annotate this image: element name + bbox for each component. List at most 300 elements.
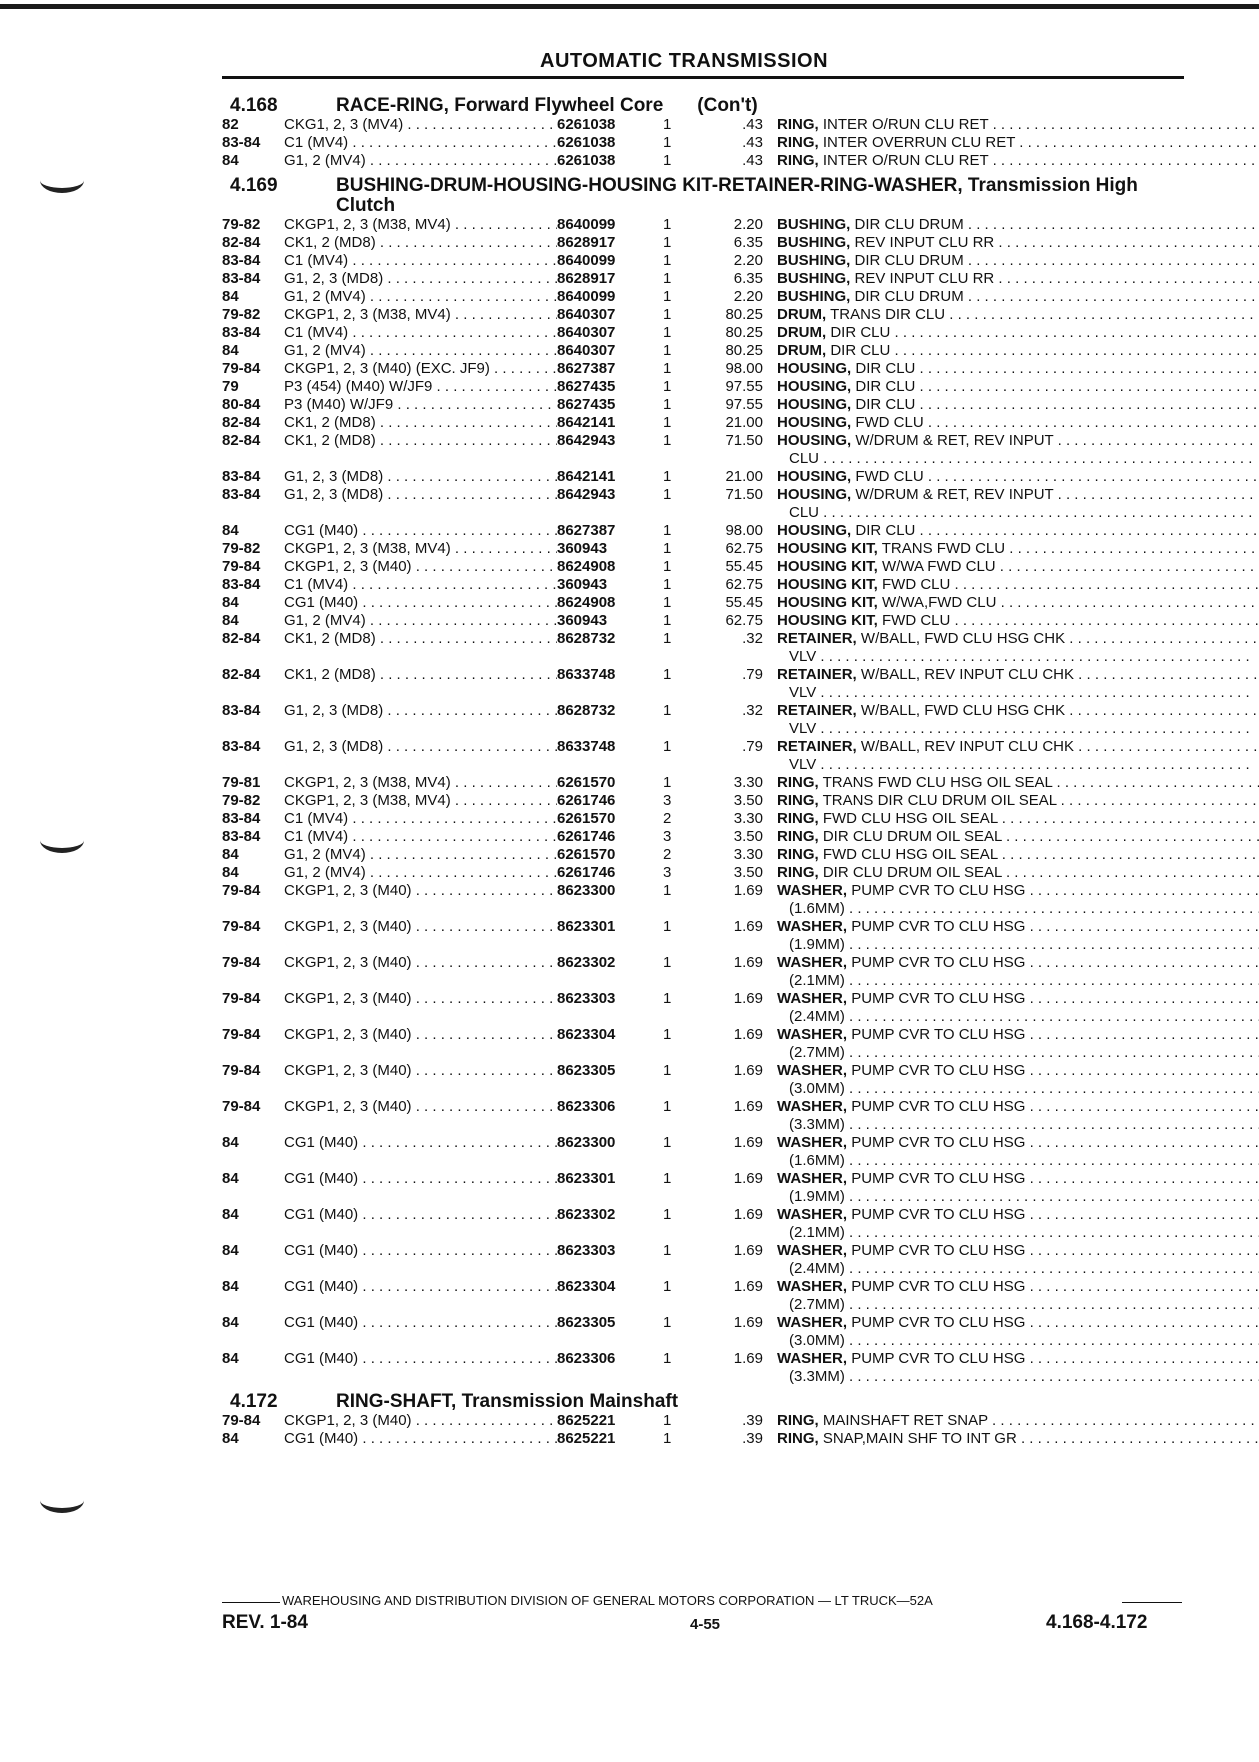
part-number-cell: 8623304	[557, 1278, 616, 1295]
description-name: WASHER,	[777, 1206, 848, 1223]
model-cell: C1 (MV4) . . .	[284, 324, 557, 342]
description-line	[777, 360, 1259, 378]
year-cell: 84	[222, 522, 239, 539]
table-row	[222, 594, 1182, 612]
model-cell: CKGP1, 2, 3 (M38, MV4) . . .	[284, 216, 557, 234]
year-cell: 83-84	[222, 468, 261, 485]
model-cell: CG1 (M40) . . .	[284, 1206, 557, 1224]
description-continuation: (2.7MM) . . .	[777, 1296, 1259, 1314]
table-row	[222, 738, 1182, 774]
quantity-cell: 1	[663, 738, 672, 755]
description-cell	[763, 774, 1259, 792]
part-number-cell: 8623306	[557, 1350, 616, 1367]
year-cell: 84	[222, 846, 239, 863]
description-continuation: (2.4MM) . . .	[777, 1260, 1259, 1278]
model-cell: CG1 (M40) . . .	[284, 594, 557, 612]
model-cell: G1, 2 (MV4) . . .	[284, 846, 557, 864]
model-cell: CKGP1, 2, 3 (M40) . . .	[284, 990, 557, 1008]
parts-listing	[222, 90, 1182, 1448]
price-cell: 1.69	[733, 1170, 763, 1187]
price-cell: .39	[742, 1430, 763, 1447]
model-cell: CKGP1, 2, 3 (M40) . . .	[284, 1098, 557, 1116]
year-cell: 79-84	[222, 1412, 261, 1429]
description-text: PUMP CVR TO CLU HSG	[851, 954, 1026, 971]
year-cell: 84	[222, 864, 239, 881]
part-number-cell: 6261570	[557, 810, 616, 827]
part-number-cell: 8623300	[557, 1134, 616, 1151]
part-number-cell: 8628917	[557, 270, 616, 287]
description-name: HOUSING,	[777, 486, 852, 503]
description-cell	[763, 432, 1259, 468]
table-row	[222, 810, 1182, 828]
description-text: PUMP CVR TO CLU HSG	[851, 1134, 1026, 1151]
description-name: WASHER,	[777, 1098, 848, 1115]
model-cell: CK1, 2 (MD8) . . .	[284, 630, 557, 648]
part-number-cell: 8628732	[557, 630, 616, 647]
quantity-cell: 1	[663, 522, 672, 539]
price-cell: .39	[742, 1412, 763, 1429]
quantity-cell: 1	[663, 1350, 672, 1367]
price-cell: .32	[742, 630, 763, 647]
description-continuation: VLV . . .	[777, 720, 1259, 738]
description-name: WASHER,	[777, 1134, 848, 1151]
description-line	[777, 396, 1259, 414]
description-name: RING,	[777, 1430, 819, 1447]
description-name: HOUSING,	[777, 414, 852, 431]
section-number: 4.168	[230, 95, 278, 116]
year-cell: 83-84	[222, 134, 261, 151]
description-cell	[763, 1314, 1259, 1350]
model-cell: CG1 (M40) . . .	[284, 1278, 557, 1296]
price-cell: 55.45	[725, 594, 763, 611]
price-cell: 80.25	[725, 342, 763, 359]
description-line	[777, 774, 1259, 792]
description-text: W/WA FWD CLU	[882, 558, 996, 575]
year-cell: 79-82	[222, 540, 261, 557]
quantity-cell: 1	[663, 918, 672, 935]
description-line	[777, 270, 1259, 288]
section-heading	[222, 176, 1182, 216]
description-continuation: (3.3MM) . . .	[777, 1368, 1259, 1386]
description-name: RETAINER,	[777, 666, 857, 683]
description-cell	[763, 522, 1259, 540]
model-cell: CG1 (M40) . . .	[284, 1170, 557, 1188]
description-name: HOUSING,	[777, 522, 852, 539]
description-cell	[763, 1412, 1259, 1430]
model-cell: CKGP1, 2, 3 (M40) (EXC. JF9) . . .	[284, 360, 557, 378]
description-text: FWD CLU	[882, 576, 951, 593]
description-name: HOUSING,	[777, 378, 852, 395]
price-cell: 2.20	[733, 252, 763, 269]
year-cell: 82-84	[222, 666, 261, 683]
description-text: PUMP CVR TO CLU HSG	[851, 1242, 1026, 1259]
year-cell: 82-84	[222, 630, 261, 647]
section-title: BUSHING-DRUM-HOUSING-HOUSING KIT-RETAINER-RING-WASHER, Transmission High Clutch	[336, 175, 1138, 216]
quantity-cell: 1	[663, 432, 672, 449]
table-row	[222, 378, 1182, 396]
model-cell: CKGP1, 2, 3 (M40) . . .	[284, 918, 557, 936]
table-row	[222, 558, 1182, 576]
year-cell: 80-84	[222, 396, 261, 413]
part-number-cell: 6261570	[557, 846, 616, 863]
model-cell: G1, 2 (MV4) . . .	[284, 152, 557, 170]
part-number-cell: 6261038	[557, 134, 616, 151]
description-cell	[763, 1242, 1259, 1278]
description-line	[777, 216, 1259, 234]
table-row	[222, 270, 1182, 288]
description-line	[777, 630, 1259, 648]
description-text: PUMP CVR TO CLU HSG	[851, 1062, 1026, 1079]
model-cell: G1, 2, 3 (MD8) . . .	[284, 486, 557, 504]
price-cell: .43	[742, 134, 763, 151]
description-cell	[763, 234, 1259, 252]
description-name: WASHER,	[777, 990, 848, 1007]
description-name: RING,	[777, 1412, 819, 1429]
part-number-cell: 8642943	[557, 486, 616, 503]
year-cell: 83-84	[222, 486, 261, 503]
description-line	[777, 1278, 1259, 1296]
description-text: DIR CLU	[855, 378, 916, 395]
part-number-cell: 8623303	[557, 1242, 616, 1259]
price-cell: 21.00	[725, 414, 763, 431]
quantity-cell: 1	[663, 1170, 672, 1187]
part-number-cell: 6261746	[557, 864, 616, 881]
price-cell: 21.00	[725, 468, 763, 485]
part-number-cell: 8628732	[557, 702, 616, 719]
quantity-cell: 1	[663, 378, 672, 395]
table-row	[222, 540, 1182, 558]
year-cell: 84	[222, 1170, 239, 1187]
description-name: RETAINER,	[777, 630, 857, 647]
description-cell	[763, 270, 1259, 288]
model-cell: P3 (M40) W/JF9 . . .	[284, 396, 557, 414]
description-continuation: (2.1MM) . . .	[777, 972, 1259, 990]
description-cell	[763, 1134, 1259, 1170]
model-cell: CG1 (M40) . . .	[284, 1242, 557, 1260]
description-text: TRANS DIR CLU	[830, 306, 946, 323]
quantity-cell: 1	[663, 630, 672, 647]
year-cell: 79-82	[222, 306, 261, 323]
quantity-cell: 1	[663, 1242, 672, 1259]
description-name: RING,	[777, 134, 819, 151]
description-line	[777, 990, 1259, 1008]
description-name: BUSHING,	[777, 288, 851, 305]
description-text: TRANS FWD CLU HSG OIL SEAL	[822, 774, 1053, 791]
description-line	[777, 378, 1259, 396]
year-cell: 79	[222, 378, 239, 395]
price-cell: 55.45	[725, 558, 763, 575]
quantity-cell: 1	[663, 396, 672, 413]
description-line	[777, 1314, 1259, 1332]
description-line	[777, 918, 1259, 936]
quantity-cell: 1	[663, 612, 672, 629]
table-row	[222, 414, 1182, 432]
model-cell: CG1 (M40) . . .	[284, 1314, 557, 1332]
quantity-cell: 3	[663, 864, 672, 881]
price-cell: 1.69	[733, 990, 763, 1007]
header-rule	[222, 76, 1184, 79]
description-cell	[763, 918, 1259, 954]
description-name: WASHER,	[777, 1314, 848, 1331]
part-number-cell: 6261038	[557, 152, 616, 169]
description-cell	[763, 792, 1259, 810]
description-name: HOUSING,	[777, 468, 852, 485]
description-cell	[763, 612, 1259, 630]
quantity-cell: 1	[663, 134, 672, 151]
table-row	[222, 630, 1182, 666]
description-line	[777, 882, 1259, 900]
description-text: PUMP CVR TO CLU HSG	[851, 1206, 1026, 1223]
description-line	[777, 342, 1259, 360]
description-name: RING,	[777, 152, 819, 169]
page-header: AUTOMATIC TRANSMISSION	[540, 50, 829, 72]
part-number-cell: 8625221	[557, 1430, 616, 1447]
section-number: 4.169	[230, 175, 278, 196]
year-cell: 83-84	[222, 324, 261, 341]
price-cell: 2.20	[733, 288, 763, 305]
description-line	[777, 792, 1259, 810]
description-continuation: VLV . . .	[777, 684, 1259, 702]
part-number-cell: 8640307	[557, 342, 616, 359]
part-number-cell: 8627435	[557, 378, 616, 395]
table-row	[222, 1412, 1182, 1430]
table-row	[222, 306, 1182, 324]
description-text: W/BALL, FWD CLU HSG CHK	[860, 702, 1066, 719]
price-cell: 98.00	[725, 360, 763, 377]
year-cell: 82	[222, 116, 239, 133]
price-cell: .79	[742, 666, 763, 683]
description-cell	[763, 468, 1259, 486]
description-name: HOUSING,	[777, 396, 852, 413]
description-text: DIR CLU	[855, 396, 916, 413]
description-cell	[763, 342, 1259, 360]
table-row	[222, 792, 1182, 810]
quantity-cell: 1	[663, 216, 672, 233]
model-cell: P3 (454) (M40) W/JF9 . . .	[284, 378, 557, 396]
description-cell	[763, 360, 1259, 378]
price-cell: 1.69	[733, 1206, 763, 1223]
description-cell	[763, 594, 1259, 612]
table-row	[222, 1206, 1182, 1242]
price-cell: 98.00	[725, 522, 763, 539]
price-cell: .43	[742, 116, 763, 133]
model-cell: G1, 2 (MV4) . . .	[284, 864, 557, 882]
description-cell	[763, 666, 1259, 702]
description-continuation: (2.7MM) . . .	[777, 1044, 1259, 1062]
section	[222, 96, 1182, 170]
section-range: 4.168-4.172	[1046, 1612, 1148, 1633]
table-row	[222, 882, 1182, 918]
price-cell: 62.75	[725, 540, 763, 557]
description-name: RING,	[777, 774, 819, 791]
description-line	[777, 576, 1259, 594]
table-row	[222, 954, 1182, 990]
year-cell: 79-82	[222, 216, 261, 233]
table-row	[222, 774, 1182, 792]
table-row	[222, 1430, 1182, 1448]
description-name: RING,	[777, 810, 819, 827]
description-name: DRUM,	[777, 324, 827, 341]
model-cell: CG1 (M40) . . .	[284, 1430, 557, 1448]
price-cell: 1.69	[733, 1350, 763, 1367]
table-row	[222, 702, 1182, 738]
quantity-cell: 1	[663, 342, 672, 359]
model-cell: CKGP1, 2, 3 (M40) . . .	[284, 1062, 557, 1080]
quantity-cell: 1	[663, 1314, 672, 1331]
description-text: INTER O/RUN CLU RET	[822, 116, 989, 133]
table-row	[222, 1278, 1182, 1314]
description-cell	[763, 1350, 1259, 1386]
description-text: DIR CLU DRUM	[854, 216, 964, 233]
quantity-cell: 2	[663, 810, 672, 827]
model-cell: C1 (MV4) . . .	[284, 576, 557, 594]
table-row	[222, 1134, 1182, 1170]
year-cell: 84	[222, 342, 239, 359]
model-cell: CK1, 2 (MD8) . . .	[284, 666, 557, 684]
model-cell: CKGP1, 2, 3 (M38, MV4) . . .	[284, 306, 557, 324]
description-text: DIR CLU	[830, 324, 891, 341]
table-row	[222, 1170, 1182, 1206]
description-cell	[763, 288, 1259, 306]
table-row	[222, 1242, 1182, 1278]
description-line	[777, 864, 1259, 882]
model-cell: G1, 2, 3 (MD8) . . .	[284, 738, 557, 756]
description-text: INTER O/RUN CLU RET	[822, 152, 989, 169]
description-line	[777, 432, 1259, 450]
description-cell	[763, 116, 1259, 134]
part-number-cell: 8627387	[557, 360, 616, 377]
price-cell: 1.69	[733, 1278, 763, 1295]
table-row	[222, 360, 1182, 378]
price-cell: 97.55	[725, 378, 763, 395]
price-cell: 80.25	[725, 324, 763, 341]
quantity-cell: 1	[663, 666, 672, 683]
description-text: PUMP CVR TO CLU HSG	[851, 1098, 1026, 1115]
description-line	[777, 134, 1259, 152]
year-cell: 83-84	[222, 738, 261, 755]
quantity-cell: 1	[663, 1278, 672, 1295]
year-cell: 82-84	[222, 432, 261, 449]
description-text: FWD CLU	[855, 414, 924, 431]
quantity-cell: 1	[663, 1062, 672, 1079]
model-cell: CKGP1, 2, 3 (M38, MV4) . . .	[284, 540, 557, 558]
quantity-cell: 1	[663, 306, 672, 323]
price-cell: 3.30	[733, 810, 763, 827]
description-line	[777, 828, 1259, 846]
model-cell: CG1 (M40) . . .	[284, 1350, 557, 1368]
description-line	[777, 738, 1259, 756]
description-line	[777, 810, 1259, 828]
part-number-cell: 8623304	[557, 1026, 616, 1043]
table-row	[222, 116, 1182, 134]
quantity-cell: 1	[663, 234, 672, 251]
table-row	[222, 522, 1182, 540]
description-name: HOUSING KIT,	[777, 576, 878, 593]
description-name: RING,	[777, 846, 819, 863]
part-number-cell: 8623302	[557, 1206, 616, 1223]
description-text: DIR CLU	[855, 360, 916, 377]
description-continuation: (2.1MM) . . .	[777, 1224, 1259, 1242]
quantity-cell: 1	[663, 954, 672, 971]
quantity-cell: 1	[663, 594, 672, 611]
description-line	[777, 1098, 1259, 1116]
description-line	[777, 666, 1259, 684]
part-number-cell: 8623305	[557, 1062, 616, 1079]
part-number-cell: 360943	[557, 540, 608, 557]
model-cell: CG1 (M40) . . .	[284, 522, 557, 540]
description-cell	[763, 864, 1259, 882]
year-cell: 84	[222, 1206, 239, 1223]
model-cell: G1, 2, 3 (MD8) . . .	[284, 468, 557, 486]
quantity-cell: 1	[663, 1430, 672, 1447]
description-cell	[763, 1206, 1259, 1242]
price-cell: 1.69	[733, 1098, 763, 1115]
description-text: FWD CLU HSG OIL SEAL	[822, 846, 998, 863]
part-number-cell: 8624908	[557, 594, 616, 611]
description-continuation: (1.6MM) . . .	[777, 1152, 1259, 1170]
description-name: WASHER,	[777, 1242, 848, 1259]
description-name: HOUSING KIT,	[777, 594, 878, 611]
binder-hole-mark	[40, 168, 84, 193]
description-name: BUSHING,	[777, 252, 851, 269]
footer-rule-left	[222, 1602, 280, 1603]
quantity-cell: 1	[663, 1412, 672, 1429]
description-text: PUMP CVR TO CLU HSG	[851, 1314, 1026, 1331]
section-title: RACE-RING, Forward Flywheel Core	[336, 95, 664, 116]
year-cell: 79-84	[222, 1098, 261, 1115]
description-name: HOUSING,	[777, 360, 852, 377]
description-text: PUMP CVR TO CLU HSG	[851, 1350, 1026, 1367]
price-cell: 1.69	[733, 954, 763, 971]
part-number-cell: 8640099	[557, 288, 616, 305]
quantity-cell: 1	[663, 882, 672, 899]
description-text: PUMP CVR TO CLU HSG	[851, 1170, 1026, 1187]
part-number-cell: 360943	[557, 576, 608, 593]
description-cell	[763, 540, 1259, 558]
year-cell: 84	[222, 288, 239, 305]
description-cell	[763, 954, 1259, 990]
binder-hole-mark	[40, 1488, 84, 1513]
description-line	[777, 486, 1259, 504]
description-name: BUSHING,	[777, 270, 851, 287]
section-heading	[222, 96, 1182, 116]
part-number-cell: 8623301	[557, 918, 616, 935]
price-cell: 71.50	[725, 432, 763, 449]
table-row	[222, 486, 1182, 522]
price-cell: 1.69	[733, 1062, 763, 1079]
description-continuation: (3.0MM) . . .	[777, 1080, 1259, 1098]
price-cell: 6.35	[733, 270, 763, 287]
part-number-cell: 8623303	[557, 990, 616, 1007]
description-name: HOUSING KIT,	[777, 558, 878, 575]
description-continuation: (3.3MM) . . .	[777, 1116, 1259, 1134]
description-name: RETAINER,	[777, 738, 857, 755]
description-cell	[763, 414, 1259, 432]
description-continuation: VLV . . .	[777, 648, 1259, 666]
section-number: 4.172	[230, 1391, 278, 1412]
part-number-cell: 8640307	[557, 306, 616, 323]
part-number-cell: 8623306	[557, 1098, 616, 1115]
table-row	[222, 324, 1182, 342]
description-line	[777, 152, 1259, 170]
model-cell: CKGP1, 2, 3 (M38, MV4) . . .	[284, 792, 557, 810]
quantity-cell: 2	[663, 846, 672, 863]
price-cell: 1.69	[733, 882, 763, 899]
table-row	[222, 252, 1182, 270]
section	[222, 176, 1182, 1386]
description-cell	[763, 828, 1259, 846]
table-row	[222, 468, 1182, 486]
